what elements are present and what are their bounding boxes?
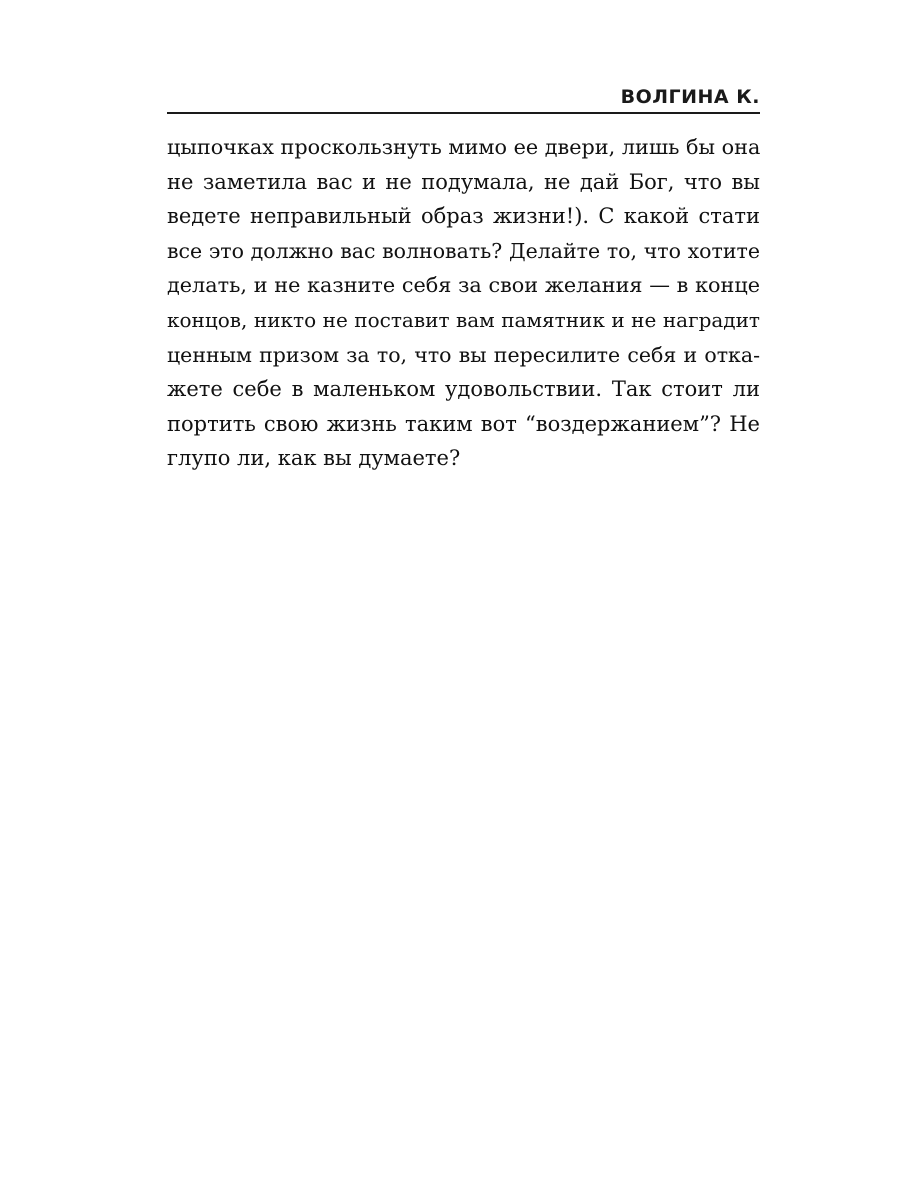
text-line: цыпочках проскользнуть мимо ее двери, лишь бы она — [167, 135, 761, 159]
text-line: ценным призом за то, что вы пересилите себя и отка- — [167, 342, 760, 367]
text-line: жете себе в маленьком удовольствии. Так стоит ли — [167, 377, 760, 402]
text-line: портить свою жизнь таким вот “воздержанием”? Не — [167, 411, 760, 436]
body-text — [167, 130, 760, 476]
text-line: ведете неправильный образ жизни!). С какой стати — [167, 204, 760, 229]
text-line: концов, никто не поставит вам памятник и не наградит — [167, 307, 760, 332]
author-name: ВОЛГИНА К. — [620, 86, 760, 108]
text-line: все это должно вас волновать? Делайте то, что хотите — [167, 238, 760, 263]
text-line: глупо ли, как вы думаете? — [167, 446, 461, 471]
text-line: делать, и не казните себя за свои желания — в конце — [167, 273, 760, 298]
running-header — [167, 86, 760, 114]
text-line: не заметила вас и не подумала, не дай Бог, что вы — [167, 169, 760, 194]
